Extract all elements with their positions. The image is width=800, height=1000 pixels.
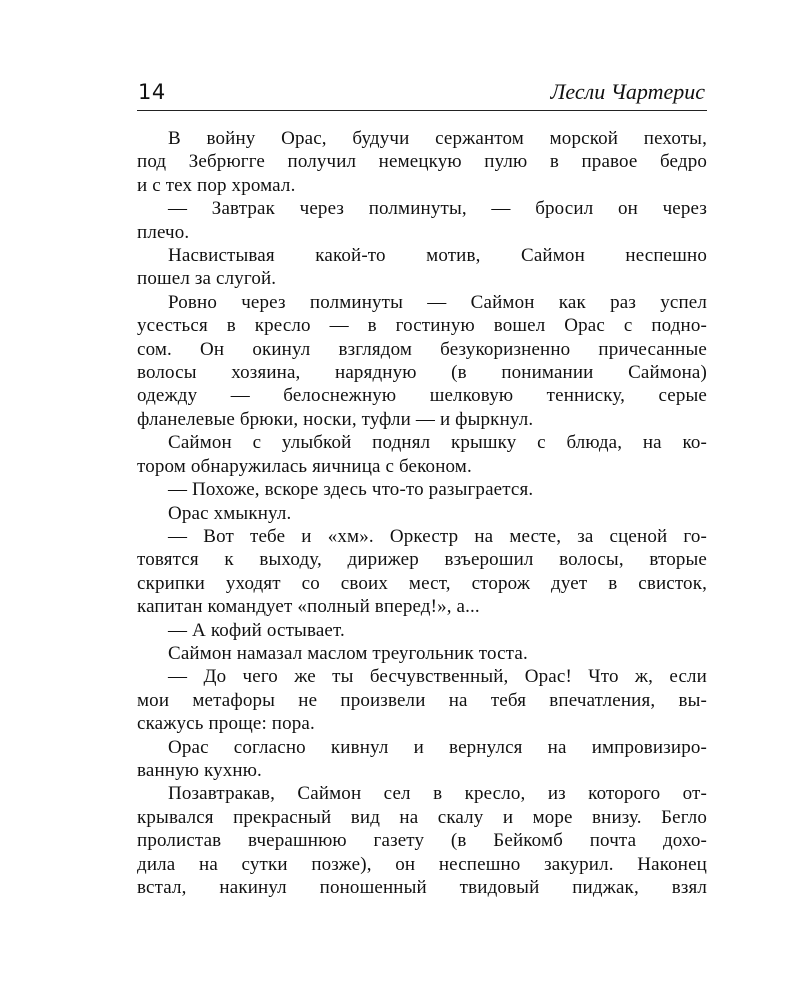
- paragraph: [137, 478, 707, 501]
- text-line: ванную кухню.: [137, 759, 262, 781]
- paragraph: [137, 244, 707, 291]
- text-line: Саймон намазал маслом треугольник тоста.: [168, 642, 528, 664]
- text-line: Насвистывая какой-то мотив, Саймон неспешно: [168, 245, 707, 267]
- paragraph: [137, 502, 707, 525]
- text-line: скрипки уходят со своих мест, сторож дует в свисток,: [137, 572, 707, 594]
- text-line: Позавтракав, Саймон сел в кресло, из которого от-: [168, 783, 707, 805]
- paragraph: [137, 525, 707, 619]
- paragraph: [137, 782, 707, 899]
- text-line: пошел за слугой.: [137, 268, 277, 290]
- paragraph: [137, 736, 707, 783]
- text-line: сом. Он окинул взглядом безукоризненно причесанные: [137, 338, 707, 360]
- page-header: [137, 78, 707, 111]
- text-line: Ровно через полминуты — Саймон как раз успел: [168, 291, 707, 313]
- text-line: одежду — белоснежную шелковую тенниску, серые: [137, 385, 707, 407]
- paragraph: [137, 431, 707, 478]
- paragraph: [137, 127, 707, 197]
- text-line: Саймон с улыбкой поднял крышку с блюда, на ко-: [168, 432, 707, 454]
- text-line: — Похоже, вскоре здесь что-то разыграется.: [168, 479, 534, 501]
- body-text: [137, 127, 707, 899]
- text-line: под Зебрюгге получил немецкую пулю в правое бедро: [137, 151, 707, 173]
- text-line: — Завтрак через полминуты, — бросил он через: [168, 198, 707, 220]
- text-line: товятся к выходу, дирижер взъерошил волосы, вторые: [137, 549, 707, 571]
- text-line: пролистав вчерашнюю газету (в Бейкомб почта дохо-: [137, 830, 707, 852]
- paragraph: [137, 291, 707, 431]
- text-line: — Вот тебе и «хм». Оркестр на месте, за сценой го-: [168, 525, 707, 547]
- paragraph: [137, 197, 707, 244]
- text-line: встал, накинул поношенный твидовый пиджак, взял: [137, 877, 707, 898]
- text-line: — А кофий остывает.: [168, 619, 345, 641]
- text-line: крывался прекрасный вид на скалу и море внизу. Бегло: [137, 806, 707, 828]
- text-line: мои метафоры не произвели на тебя впечатления, вы-: [137, 689, 707, 711]
- text-line: скажусь проще: пора.: [137, 713, 315, 735]
- text-line: тором обнаружилась яичница с беконом.: [137, 455, 472, 477]
- text-line: плечо.: [137, 221, 190, 243]
- text-line: В войну Орас, будучи сержантом морской пехоты,: [168, 128, 707, 149]
- paragraph: [137, 642, 707, 665]
- text-line: капитан командует «полный вперед!», а...: [137, 596, 480, 618]
- paragraph: [137, 619, 707, 642]
- text-line: и с тех пор хромал.: [137, 174, 296, 196]
- text-line: усесться в кресло — в гостиную вошел Орас с подно-: [137, 315, 707, 337]
- text-line: Орас хмыкнул.: [168, 502, 292, 524]
- text-line: Орас согласно кивнул и вернулся на импровизиро-: [168, 736, 707, 758]
- paragraph: [137, 665, 707, 735]
- text-line: — До чего же ты бесчувственный, Орас! Что ж, если: [168, 666, 707, 688]
- text-line: дила на сутки позже), он неспешно закурил. Наконец: [137, 853, 707, 875]
- text-line: фланелевые брюки, носки, туфли — и фыркнул.: [137, 408, 534, 430]
- running-head-author: Лесли Чартерис: [550, 79, 705, 104]
- text-line: волосы хозяина, нарядную (в понимании Саймона): [137, 362, 707, 384]
- page-number: 14: [138, 80, 166, 104]
